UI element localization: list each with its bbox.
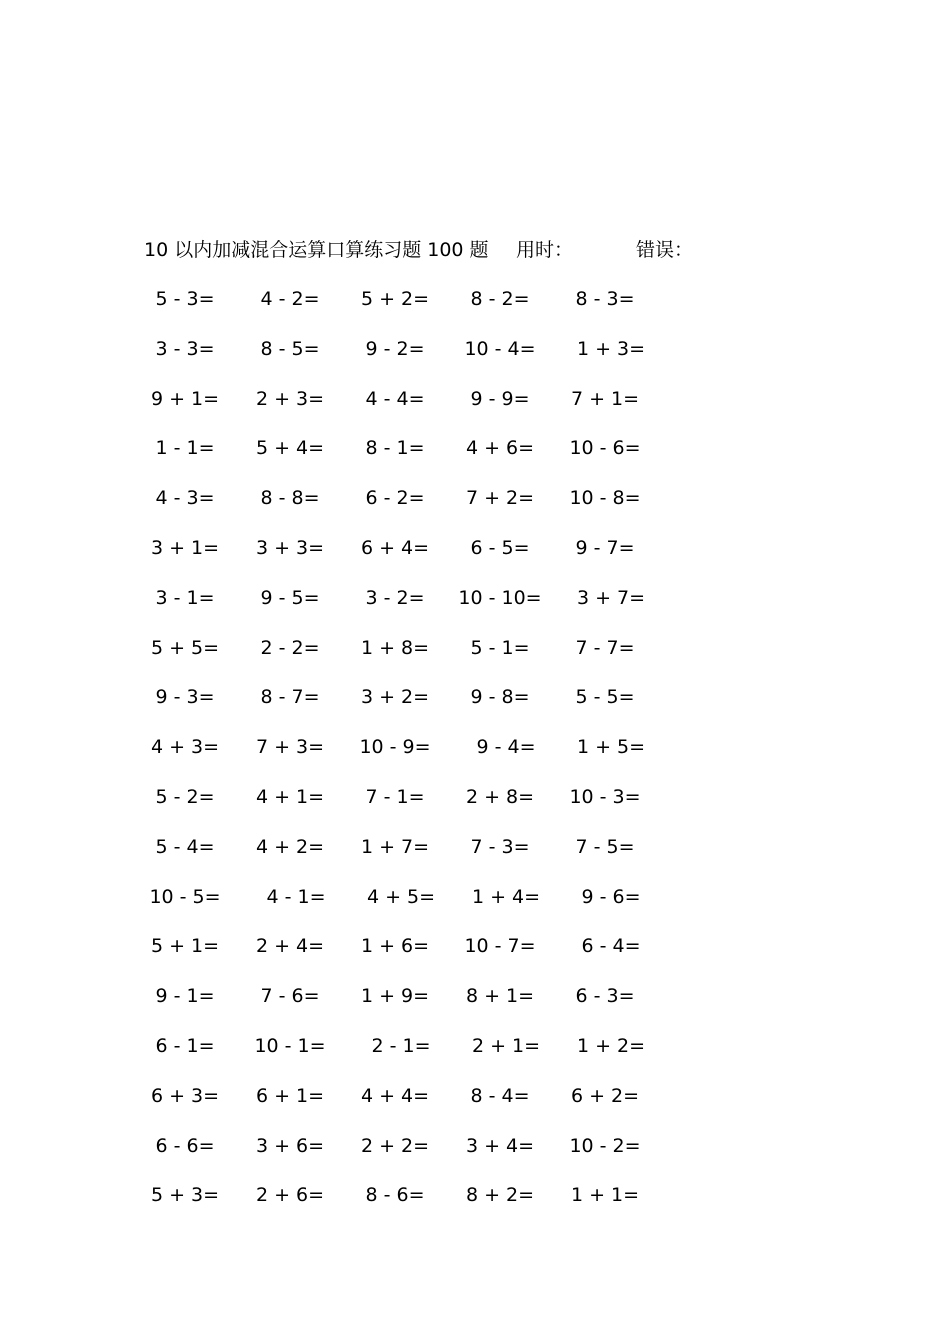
math-problem: 6 - 4= — [581, 935, 641, 958]
math-problem: 5 - 4= — [155, 835, 215, 858]
math-problem: 7 - 7= — [575, 636, 635, 659]
math-problem: 4 - 3= — [155, 487, 215, 510]
math-problem: 10 - 7= — [464, 935, 536, 958]
math-problem: 9 + 1= — [150, 387, 220, 410]
math-problem: 8 - 3= — [575, 288, 635, 310]
math-problem: 9 - 5= — [260, 586, 320, 609]
math-problem: 5 - 2= — [155, 785, 215, 808]
math-problem: 3 + 6= — [255, 1134, 325, 1157]
math-problem: 7 - 5= — [575, 835, 635, 858]
math-problem: 3 - 1= — [155, 586, 215, 609]
math-problem: 2 - 2= — [260, 636, 320, 659]
math-problem: 9 - 2= — [365, 337, 425, 360]
math-problem: 2 + 4= — [255, 935, 325, 958]
math-problem: 8 + 1= — [465, 985, 535, 1008]
math-problem: 8 - 6= — [365, 1184, 425, 1207]
problem-row — [150, 1129, 680, 1179]
math-problem: 5 + 4= — [255, 437, 325, 460]
math-problem: 1 + 6= — [360, 935, 430, 958]
math-problem: 1 + 1= — [570, 1184, 640, 1207]
math-problem: 2 - 1= — [371, 1034, 431, 1057]
math-problem: 1 + 8= — [360, 636, 430, 659]
problem-grid — [150, 282, 680, 1228]
math-problem: 5 + 5= — [150, 636, 220, 659]
math-problem: 4 + 1= — [255, 785, 325, 808]
math-problem: 1 + 5= — [576, 736, 646, 759]
math-problem: 5 - 5= — [575, 686, 635, 709]
math-problem: 10 - 6= — [569, 437, 641, 460]
math-problem: 9 - 8= — [470, 686, 530, 709]
problem-row — [150, 481, 680, 531]
problem-row — [150, 979, 680, 1029]
math-problem: 3 + 7= — [576, 586, 646, 609]
worksheet-header — [144, 234, 764, 266]
math-problem: 2 + 2= — [360, 1134, 430, 1157]
math-problem: 3 + 3= — [255, 536, 325, 559]
math-problem: 9 - 6= — [581, 885, 641, 908]
math-problem: 8 - 7= — [260, 686, 320, 709]
problem-row — [150, 929, 680, 979]
math-problem: 6 - 6= — [155, 1134, 215, 1157]
math-problem: 10 - 2= — [569, 1134, 641, 1157]
problem-row — [150, 332, 680, 382]
math-problem: 10 - 10= — [458, 586, 542, 609]
time-used-label: 用时： — [516, 239, 574, 261]
problem-row — [150, 680, 680, 730]
problem-row — [150, 282, 680, 332]
math-problem: 4 + 4= — [360, 1084, 430, 1107]
problem-row — [150, 880, 680, 930]
problem-row — [150, 830, 680, 880]
problem-row — [150, 531, 680, 581]
math-problem: 1 + 2= — [576, 1034, 646, 1057]
math-problem: 7 + 2= — [465, 487, 535, 510]
math-problem: 2 + 6= — [255, 1184, 325, 1207]
problem-row — [150, 780, 680, 830]
math-problem: 9 - 1= — [155, 985, 215, 1008]
math-problem: 4 - 4= — [365, 387, 425, 410]
math-problem: 4 + 3= — [150, 736, 220, 759]
math-problem: 1 + 7= — [360, 835, 430, 858]
problem-row — [150, 1178, 680, 1228]
math-problem: 6 + 1= — [255, 1084, 325, 1107]
math-problem: 10 - 5= — [149, 885, 221, 908]
math-problem: 5 + 1= — [150, 935, 220, 958]
problem-row — [150, 730, 680, 780]
math-problem: 6 - 2= — [365, 487, 425, 510]
math-problem: 1 - 1= — [155, 437, 215, 460]
math-problem: 8 - 4= — [470, 1084, 530, 1107]
problem-row — [150, 431, 680, 481]
math-problem: 8 - 2= — [470, 288, 530, 310]
problem-row — [150, 1029, 680, 1079]
problem-row — [150, 631, 680, 681]
math-problem: 4 + 6= — [465, 437, 535, 460]
math-problem: 10 - 3= — [569, 785, 641, 808]
math-problem: 1 + 3= — [576, 337, 646, 360]
math-problem: 7 - 1= — [365, 785, 425, 808]
math-problem: 10 - 9= — [359, 736, 431, 759]
math-problem: 6 + 3= — [150, 1084, 220, 1107]
math-problem: 8 - 8= — [260, 487, 320, 510]
math-problem: 8 + 2= — [465, 1184, 535, 1207]
math-problem: 2 + 3= — [255, 387, 325, 410]
math-problem: 6 - 1= — [155, 1034, 215, 1057]
math-problem: 5 + 3= — [150, 1184, 220, 1207]
math-problem: 6 + 4= — [360, 536, 430, 559]
math-problem: 1 + 4= — [471, 885, 541, 908]
math-problem: 8 - 5= — [260, 337, 320, 360]
math-problem: 9 - 7= — [575, 536, 635, 559]
math-problem: 3 - 3= — [155, 337, 215, 360]
math-problem: 4 + 5= — [366, 885, 436, 908]
math-problem: 4 - 2= — [260, 288, 320, 310]
math-problem: 7 + 1= — [570, 387, 640, 410]
worksheet-title: 10 以内加减混合运算口算练习题 100 题 — [144, 239, 489, 261]
math-problem: 4 + 2= — [255, 835, 325, 858]
math-problem: 10 - 4= — [464, 337, 536, 360]
math-problem: 5 - 1= — [470, 636, 530, 659]
math-problem: 7 - 6= — [260, 985, 320, 1008]
problem-row — [150, 382, 680, 432]
math-problem: 6 - 3= — [575, 985, 635, 1008]
math-problem: 8 - 1= — [365, 437, 425, 460]
math-problem: 3 - 2= — [365, 586, 425, 609]
math-problem: 5 + 2= — [360, 288, 430, 310]
math-problem: 1 + 9= — [360, 985, 430, 1008]
math-problem: 2 + 8= — [465, 785, 535, 808]
math-problem: 7 + 3= — [255, 736, 325, 759]
math-problem: 5 - 3= — [155, 288, 215, 310]
errors-label: 错误： — [636, 239, 694, 261]
problem-row — [150, 1079, 680, 1129]
math-problem: 9 - 4= — [476, 736, 536, 759]
math-problem: 3 + 1= — [150, 536, 220, 559]
math-problem: 9 - 9= — [470, 387, 530, 410]
math-problem: 3 + 4= — [465, 1134, 535, 1157]
math-problem: 10 - 8= — [569, 487, 641, 510]
math-problem: 6 - 5= — [470, 536, 530, 559]
math-problem: 4 - 1= — [266, 885, 326, 908]
math-problem: 7 - 3= — [470, 835, 530, 858]
math-problem: 3 + 2= — [360, 686, 430, 709]
problem-row — [150, 581, 680, 631]
math-problem: 2 + 1= — [471, 1034, 541, 1057]
math-problem: 6 + 2= — [570, 1084, 640, 1107]
math-problem: 10 - 1= — [254, 1034, 326, 1057]
math-problem: 9 - 3= — [155, 686, 215, 709]
